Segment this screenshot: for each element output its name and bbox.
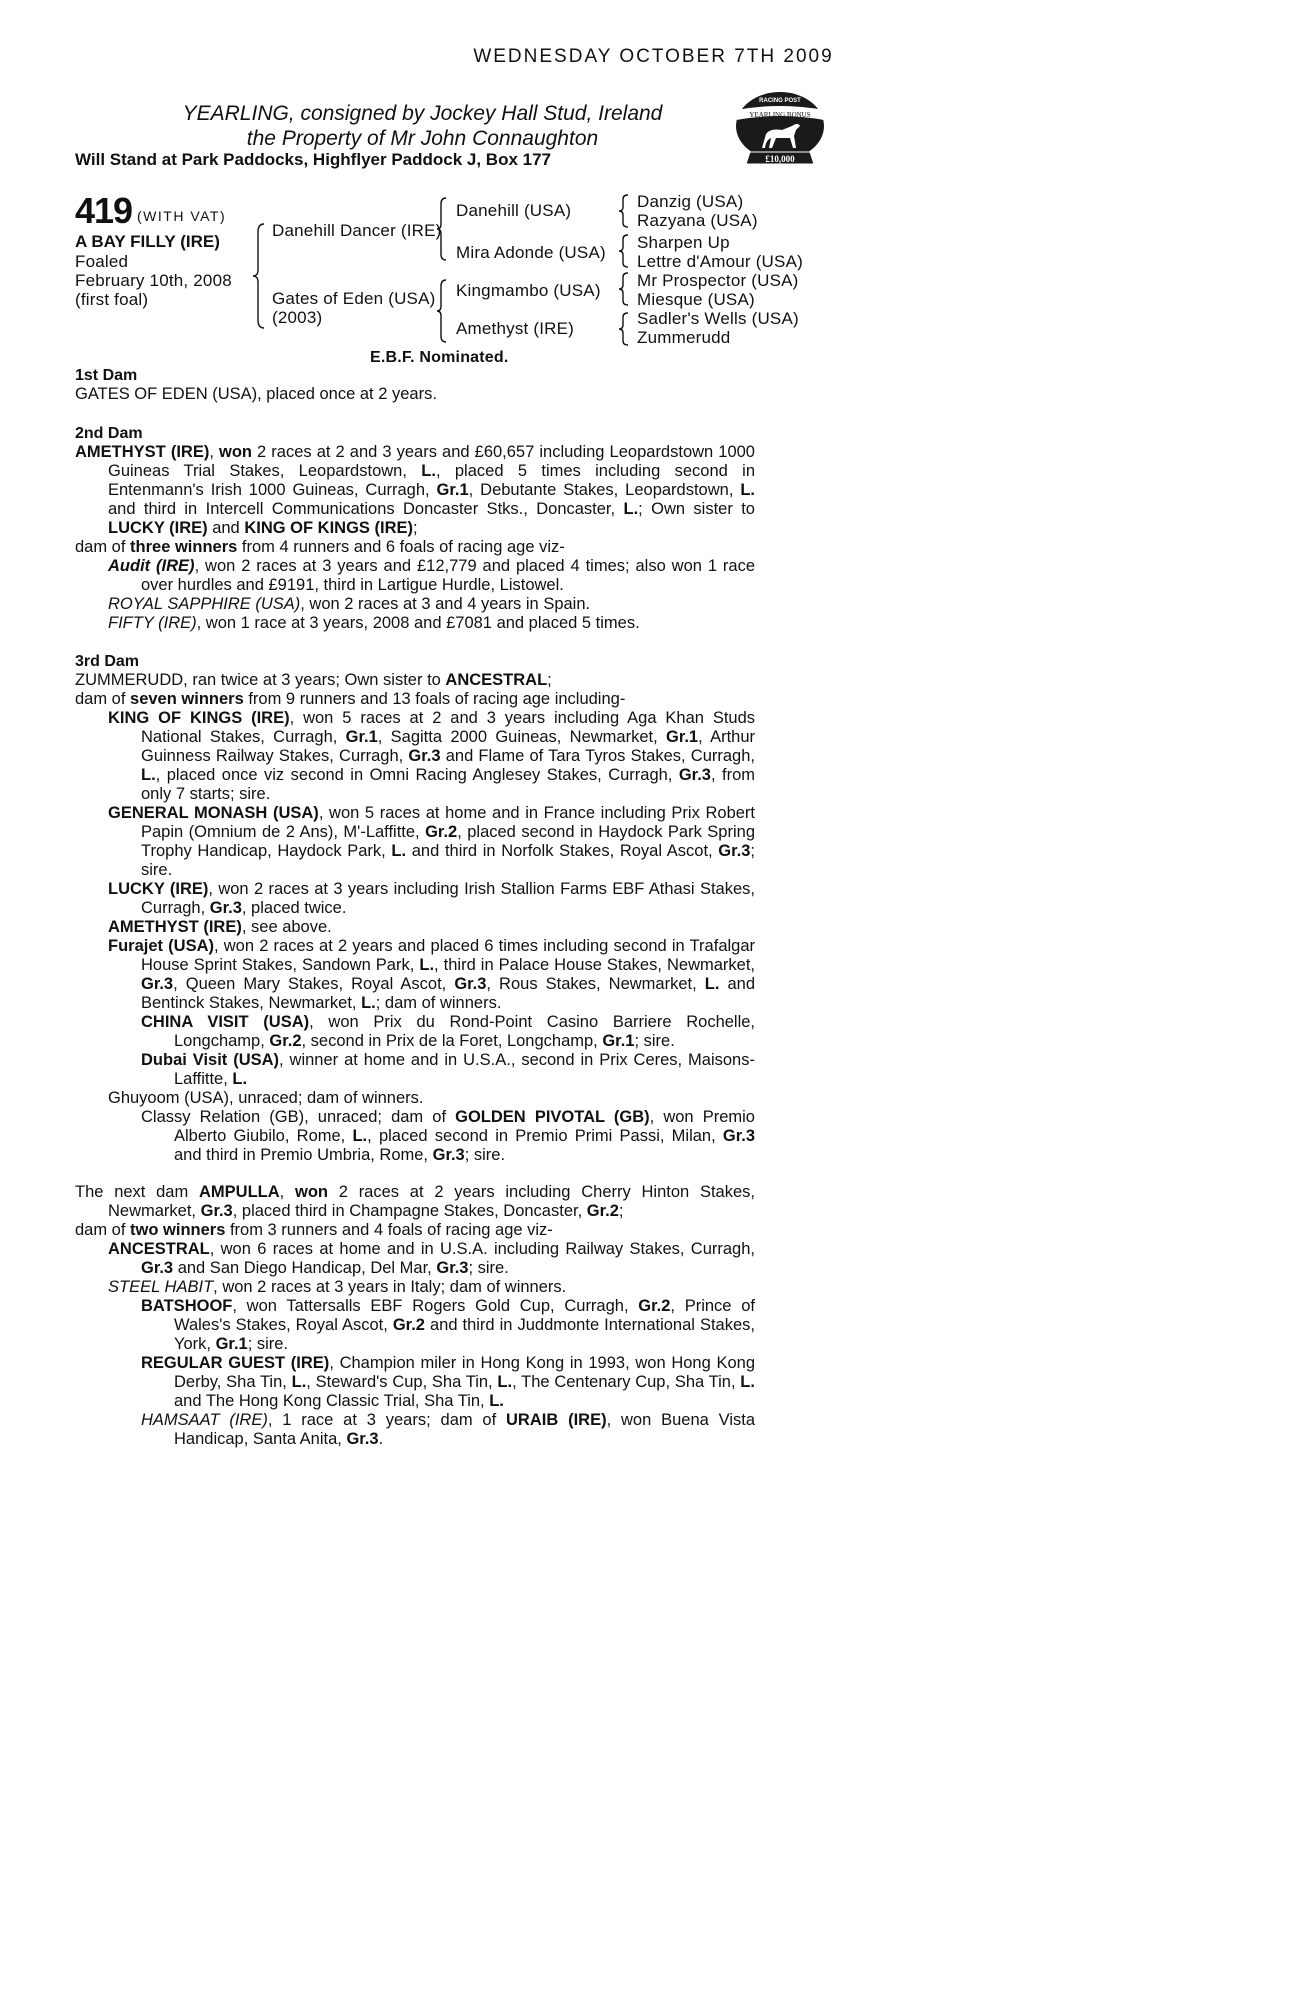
badge-amount: £10,000	[765, 154, 795, 164]
produce-fifty: FIFTY (IRE), won 1 race at 3 years, 2008 and £7081 and placed 5 times.	[108, 614, 640, 632]
stand-location: Will Stand at Park Paddocks, Highflyer Paddock J, Box 177	[75, 150, 551, 169]
next-dam-record: The next dam AMPULLA, won 2 races at 2 years including Cherry Hinton Stakes, Newmarket, Gr.3, placed third in Champagne Stakes, Doncaster, Gr.2;	[75, 1183, 755, 1220]
pedigree-sss: Danzig (USA)	[637, 192, 744, 211]
pedigree-brace-dam	[436, 278, 448, 344]
lot-name: A BAY FILLY (IRE)	[75, 232, 220, 251]
pedigree-dsd: Miesque (USA)	[637, 290, 755, 309]
produce-lucky: LUCKY (IRE), won 2 races at 3 years including Irish Stallion Farms EBF Athasi Stakes, Curragh, Gr.3, placed twice.	[108, 880, 755, 917]
badge-top-text: RACING POST	[759, 98, 801, 104]
produce-batshoof: BATSHOOF, won Tattersalls EBF Rogers Gold Cup, Curragh, Gr.2, Prince of Wales's Stakes, Royal Ascot, Gr.2 and third in Juddmonte International Stakes, York, Gr.1; sire.	[141, 1297, 755, 1353]
first-dam-text: GATES OF EDEN (USA), placed once at 2 years.	[75, 385, 437, 403]
pedigree-dds: Sadler's Wells (USA)	[637, 309, 799, 328]
next-dam-produce-summary: dam of two winners from 3 runners and 4 foals of racing age viz-	[75, 1221, 553, 1239]
produce-steel-habit: STEEL HABIT, won 2 races at 3 years in Italy; dam of winners.	[108, 1278, 567, 1296]
pedigree-sire: Danehill Dancer (IRE)	[272, 221, 442, 240]
pedigree-dam: Gates of Eden (USA)	[272, 289, 436, 308]
first-dam-section	[75, 366, 755, 404]
pedigree-dss: Mr Prospector (USA)	[637, 271, 799, 290]
first-dam-heading: 1st Dam	[75, 367, 138, 384]
third-dam-heading: 3rd Dam	[75, 653, 140, 670]
second-dam-record: AMETHYST (IRE), won 2 races at 2 and 3 years and £60,657 including Leopardstown 1000 Guineas Trial Stakes, Leopardstown, L., placed 5 times including second in Entenmann's Irish 1000 Guineas, Curragh, Gr.1, Debutante Stakes, Leopardstown, L. and third in Intercell Communications Doncaster Stks., Doncaster, L.; Own sister to LUCKY (IRE) and KING OF KINGS (IRE);	[75, 443, 755, 537]
property-line: the Property of Mr John Connaughton	[246, 127, 599, 150]
lot-number: 419	[75, 190, 133, 231]
pedigree-brace-sire	[436, 196, 448, 262]
yearling-bonus-badge	[730, 90, 830, 170]
produce-royal-sapphire: ROYAL SAPPHIRE (USA), won 2 races at 3 and 4 years in Spain.	[108, 595, 591, 613]
foaled-label: Foaled	[75, 252, 129, 271]
pedigree-brace-1	[618, 193, 630, 229]
pedigree-ssd: Razyana (USA)	[637, 211, 758, 230]
second-dam-heading: 2nd Dam	[75, 425, 143, 442]
produce-amethyst: AMETHYST (IRE), see above.	[108, 918, 332, 936]
next-dam-section	[75, 1183, 755, 1449]
badge-ribbon-text: YEARLING BONUS	[749, 111, 811, 119]
third-dam-intro: ZUMMERUDD, ran twice at 3 years; Own sister to ANCESTRAL;	[75, 671, 552, 689]
sale-date: WEDNESDAY OCTOBER 7TH 2009	[473, 46, 834, 67]
third-dam-produce-summary: dam of seven winners from 9 runners and 13 foals of racing age including-	[75, 690, 626, 708]
pedigree-ddd: Zummerudd	[637, 328, 731, 347]
produce-regular-guest: REGULAR GUEST (IRE), Champion miler in Hong Kong in 1993, won Hong Kong Derby, Sha Tin, L., Steward's Cup, Sha Tin, L., The Centenary Cup, Sha Tin, L. and The Hong Kong Classic Trial, Sha Tin, L.	[141, 1354, 755, 1410]
produce-dubai-visit: Dubai Visit (USA), winner at home and in U.S.A., second in Prix Ceres, Maisons-Laffitte, L.	[141, 1051, 755, 1088]
ebf-note: E.B.F. Nominated.	[370, 349, 509, 366]
produce-china-visit: CHINA VISIT (USA), won Prix du Rond-Point Casino Barriere Rochelle, Longchamp, Gr.2, second in Prix de la Foret, Longchamp, Gr.1; sire.	[141, 1013, 756, 1050]
pedigree-sdd: Lettre d'Amour (USA)	[637, 252, 803, 271]
vat-note: (WITH VAT)	[137, 208, 227, 224]
third-dam-section	[75, 652, 755, 1165]
produce-ghuyoom: Ghuyoom (USA), unraced; dam of winners.	[108, 1089, 424, 1107]
pedigree-brace-4	[618, 311, 630, 347]
produce-ancestral: ANCESTRAL, won 6 races at home and in U.S.A. including Railway Stakes, Curragh, Gr.3 and San Diego Handicap, Del Mar, Gr.3; sire.	[108, 1240, 755, 1277]
second-dam-section	[75, 424, 755, 633]
pedigree-brace-3	[618, 271, 630, 307]
pedigree-ds: Kingmambo (USA)	[456, 281, 601, 300]
pedigree-sd: Mira Adonde (USA)	[456, 243, 606, 262]
pedigree-brace-2	[618, 233, 630, 269]
produce-classy-relation: Classy Relation (GB), unraced; dam of GOLDEN PIVOTAL (GB), won Premio Alberto Giubilo, Rome, L., placed second in Premio Primi Passi, Milan, Gr.3 and third in Premio Umbria, Rome, Gr.3; sire.	[141, 1108, 755, 1164]
consignor-line: YEARLING, consigned by Jockey Hall Stud, Ireland	[182, 102, 663, 125]
pedigree-dam-year: (2003)	[272, 308, 323, 327]
pedigree-brace-main	[252, 222, 266, 330]
produce-general-monash: GENERAL MONASH (USA), won 5 races at home and in France including Prix Robert Papin (Omnium de 2 Ans), M'-Laffitte, Gr.2, placed second in Haydock Park Spring Trophy Handicap, Haydock Park, L. and third in Norfolk Stakes, Royal Ascot, Gr.3; sire.	[108, 804, 756, 879]
pedigree-sds: Sharpen Up	[637, 233, 730, 252]
produce-hamsaat: HAMSAAT (IRE), 1 race at 3 years; dam of URAIB (IRE), won Buena Vista Handicap, Santa Anita, Gr.3.	[141, 1411, 756, 1448]
produce-king-of-kings: KING OF KINGS (IRE), won 5 races at 2 and 3 years including Aga Khan Studs National Stakes, Curragh, Gr.1, Sagitta 2000 Guineas, Newmarket, Gr.1, Arthur Guinness Railway Stakes, Curragh, Gr.3 and Flame of Tara Tyros Stakes, Curragh, L., placed once viz second in Omni Racing Anglesey Stakes, Curragh, Gr.3, from only 7 starts; sire.	[108, 709, 756, 803]
foal-note: (first foal)	[75, 290, 149, 309]
produce-audit: Audit (IRE), won 2 races at 3 years and £12,779 and placed 4 times; also won 1 race over hurdles and £9191, third in Lartigue Hurdle, Listowel.	[108, 557, 756, 594]
foaled-date: February 10th, 2008	[75, 271, 232, 290]
pedigree-dd: Amethyst (IRE)	[456, 319, 575, 338]
produce-furajet: Furajet (USA), won 2 races at 2 years and placed 6 times including second in Trafalgar House Sprint Stakes, Sandown Park, L., third in Palace House Stakes, Newmarket, Gr.3, Queen Mary Stakes, Royal Ascot, Gr.3, Rous Stakes, Newmarket, L. and Bentinck Stakes, Newmarket, L.; dam of winners.	[108, 937, 756, 1012]
second-dam-produce-summary: dam of three winners from 4 runners and 6 foals of racing age viz-	[75, 538, 565, 556]
pedigree-ss: Danehill (USA)	[456, 201, 572, 220]
